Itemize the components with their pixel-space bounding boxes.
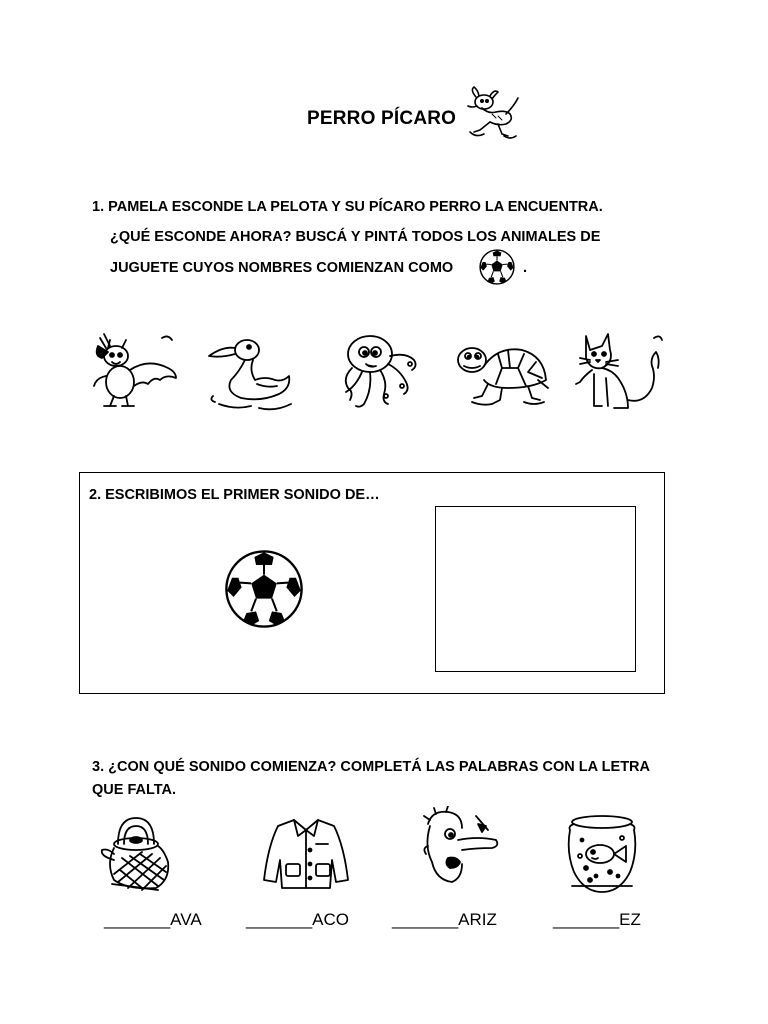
kettle-icon: [98, 814, 174, 894]
word-blank-1[interactable]: _______AVA: [104, 910, 202, 929]
bat-icon: [90, 330, 180, 412]
soccer-ball-small-icon: [479, 249, 515, 285]
exercise1-line3: JUGUETE CUYOS NOMBRES COMIENZAN COMO: [110, 260, 454, 276]
word-blank-3[interactable]: _______ARIZ: [392, 910, 497, 929]
page-title: PERRO PÍCARO: [307, 108, 457, 129]
exercise1-line1: 1. PAMELA ESCONDE LA PELOTA Y SU PÍCARO PERRO LA ENCUENTRA.: [92, 199, 603, 215]
soccer-ball-icon: [223, 549, 305, 629]
turtle-icon: [452, 340, 550, 412]
exercise2-instruction: 2. ESCRIBIMOS EL PRIMER SONIDO DE…: [89, 487, 380, 503]
octopus-icon: [336, 330, 422, 414]
answer-box[interactable]: [435, 506, 636, 672]
exercise3-instruction: 3. ¿CON QUÉ SONIDO COMIENZA? COMPLETÁ LAS PALABRAS CON LA LETRA QUE FALTA.: [92, 759, 650, 798]
duck-icon: [205, 336, 297, 416]
word-blank-2[interactable]: _______ACO: [246, 910, 350, 929]
exercise1-line2: ¿QUÉ ESCONDE AHORA? BUSCÁ Y PINTÁ TODOS LOS ANIMALES DE: [110, 229, 601, 245]
fishbowl-icon: [566, 812, 638, 896]
word-blank-4[interactable]: _______EZ: [553, 910, 641, 929]
dog-icon: [462, 84, 522, 142]
cat-icon: [572, 328, 666, 412]
exercise1-line3-end: .: [523, 260, 528, 276]
jacket-icon: [260, 816, 352, 890]
face-nose-icon: [418, 806, 504, 890]
